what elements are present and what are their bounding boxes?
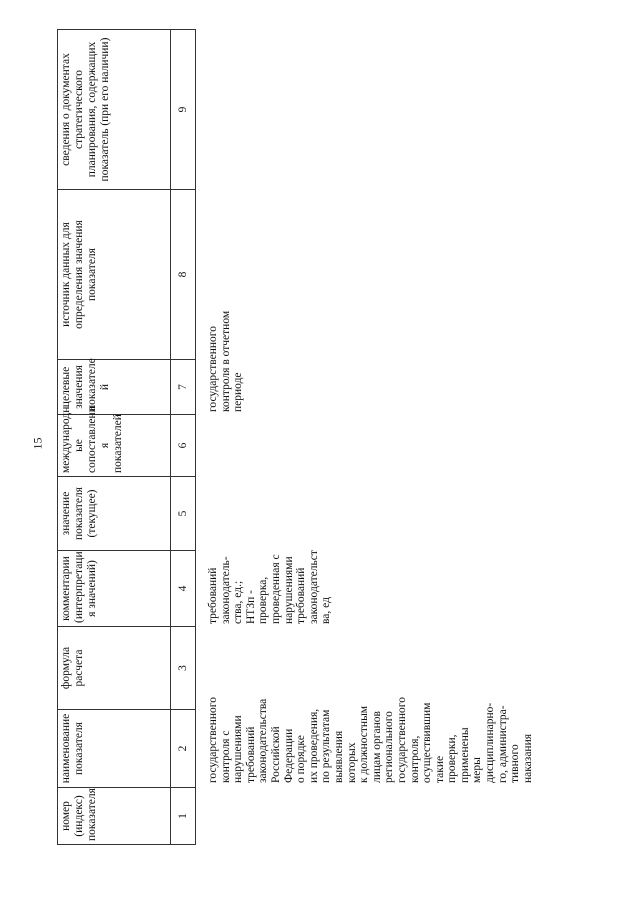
page-number: 15 [30, 437, 45, 450]
column-number: 8 [171, 190, 196, 360]
column-number: 6 [171, 415, 196, 477]
comments-text: требований законодатель- ства, ед.; НТЗп - проверка, проведенная с нарушениями требований законодательст ва, ед [207, 550, 333, 624]
header-international: международн ые сопоставлени я показателей [58, 415, 171, 477]
column-number: 3 [171, 627, 196, 710]
header-target: целевые значения показателе й [58, 360, 171, 415]
header-documents: сведения о документах стратегического планирования, содержащих показатель (при его наличии) [58, 30, 171, 190]
table-header-row [58, 30, 171, 845]
header-source: источник данных для определения значения показателя [58, 190, 171, 360]
header-index: номер (индекс) показателя [58, 788, 171, 845]
data-source-text: государственного контроля в отчетном периоде [207, 310, 245, 412]
column-number: 4 [171, 551, 196, 627]
header-formula: формула расчета [58, 627, 171, 710]
header-name: наименование показателя [58, 710, 171, 788]
column-number: 5 [171, 477, 196, 551]
column-number: 2 [171, 710, 196, 788]
column-number: 1 [171, 788, 196, 845]
header-current-value: значение показателя (текущее) [58, 477, 171, 551]
table-body-content [207, 30, 627, 845]
column-number: 7 [171, 360, 196, 415]
column-number: 9 [171, 30, 196, 190]
column-numbers-row [171, 30, 196, 845]
header-comments: комментарии (интерпретаци я значений) [58, 551, 171, 627]
indicator-name-text: государственного контроля с нарушениями требований законодательства Российской Федерации о порядке их проведения, по результатам выявления которых к должностным лицам органов регионального государственного контроля, осуществившим такие проверки, применены меры дисциплинарно- го, администра- тивного наказания [207, 697, 534, 783]
indicator-table-grid [57, 29, 196, 845]
indicator-table [57, 30, 202, 845]
